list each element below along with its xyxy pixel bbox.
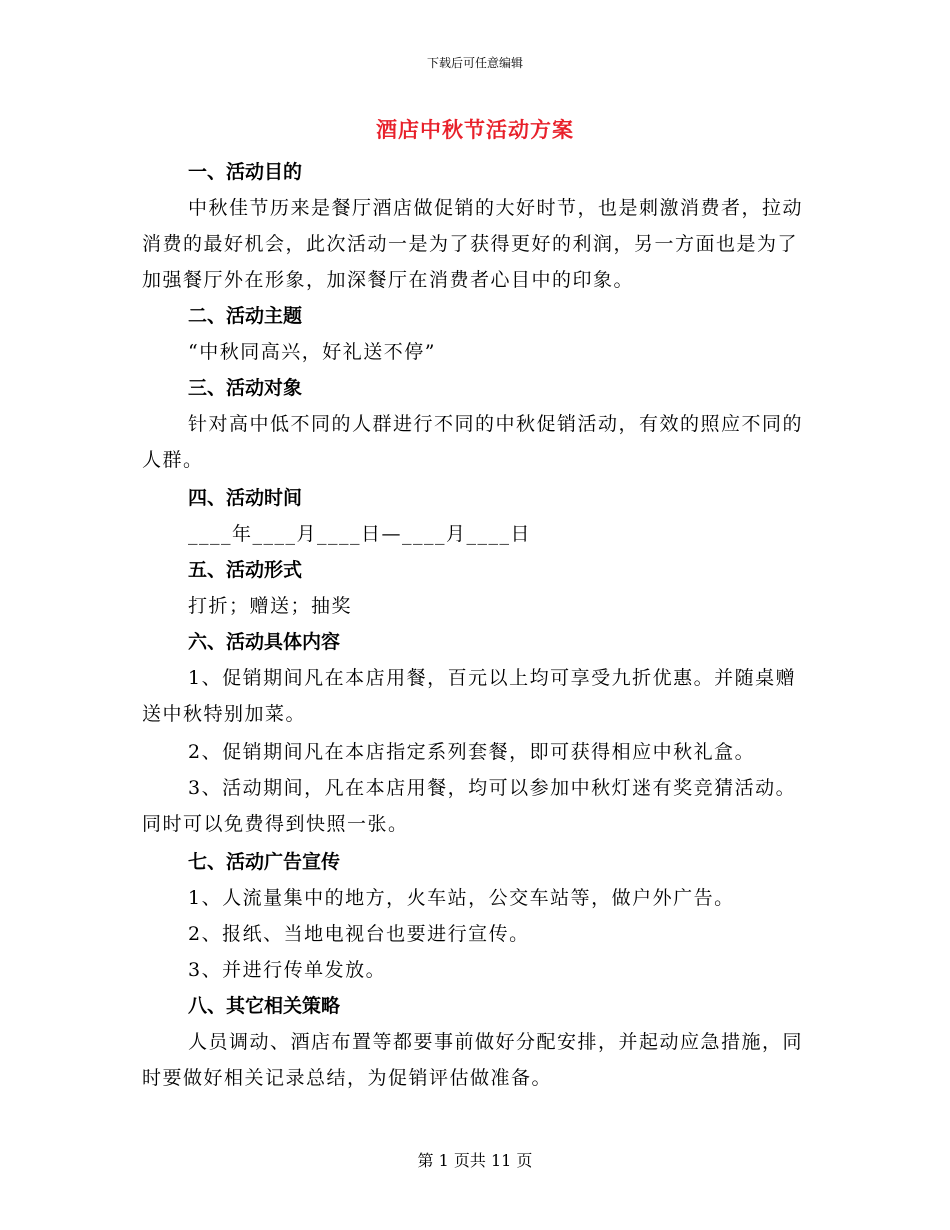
content-item-2: 2、促销期间凡在本店指定系列套餐，即可获得相应中秋礼盒。 [188, 741, 756, 763]
section-body-theme: “中秋同高兴，好礼送不停” [188, 341, 436, 363]
content-item-3: 3、活动期间，凡在本店用餐，均可以参加中秋灯迷有奖竞猜活动。同时可以免费得到快照一张。 [142, 777, 797, 835]
section-heading-format: 五、活动形式 [188, 559, 303, 581]
section-heading-advertising: 七、活动广告宣传 [188, 851, 341, 873]
advertising-item-1: 1、人流量集中的地方，火车站，公交车站等，做户外广告。 [188, 887, 735, 909]
content-item-1: 1、促销期间凡在本店用餐，百元以上均可享受九折优惠。并随桌赠送中秋特别加菜。 [142, 667, 797, 725]
section-heading-other-strategies: 八、其它相关策略 [188, 995, 341, 1017]
section-body-purpose: 中秋佳节历来是餐厅酒店做促销的大好时节，也是刺激消费者，拉动消费的最好机会，此次活动一是为了获得更好的利润，另一方面也是为了加强餐厅外在形象，加深餐厅在消费者心目中的印象。 [142, 197, 804, 291]
section-heading-content: 六、活动具体内容 [188, 631, 341, 653]
section-body-audience: 针对高中低不同的人群进行不同的中秋促销活动，有效的照应不同的人群。 [142, 413, 804, 471]
section-body-other-strategies: 人员调动、酒店布置等都要事前做好分配安排，并起动应急措施，同时要做好相关记录总结，为促销评估做准备。 [142, 1031, 804, 1089]
section-heading-time: 四、活动时间 [188, 487, 303, 509]
header-note: 下载后可任意编辑 [426, 56, 523, 70]
section-heading-audience: 三、活动对象 [188, 377, 303, 399]
advertising-item-2: 2、报纸、当地电视台也要进行宣传。 [188, 923, 530, 945]
document-title: 酒店中秋节活动方案 [376, 117, 574, 142]
section-heading-theme: 二、活动主题 [188, 305, 303, 327]
advertising-item-3: 3、并进行传单发放。 [188, 959, 387, 981]
section-heading-purpose: 一、活动目的 [188, 161, 303, 183]
page-footer: 第 1 页共 11 页 [417, 1151, 533, 1170]
document-body [142, 154, 812, 1096]
section-body-time: ____年____月____日—____月____日 [188, 523, 532, 545]
section-body-format: 打折；赠送；抽奖 [188, 595, 353, 617]
